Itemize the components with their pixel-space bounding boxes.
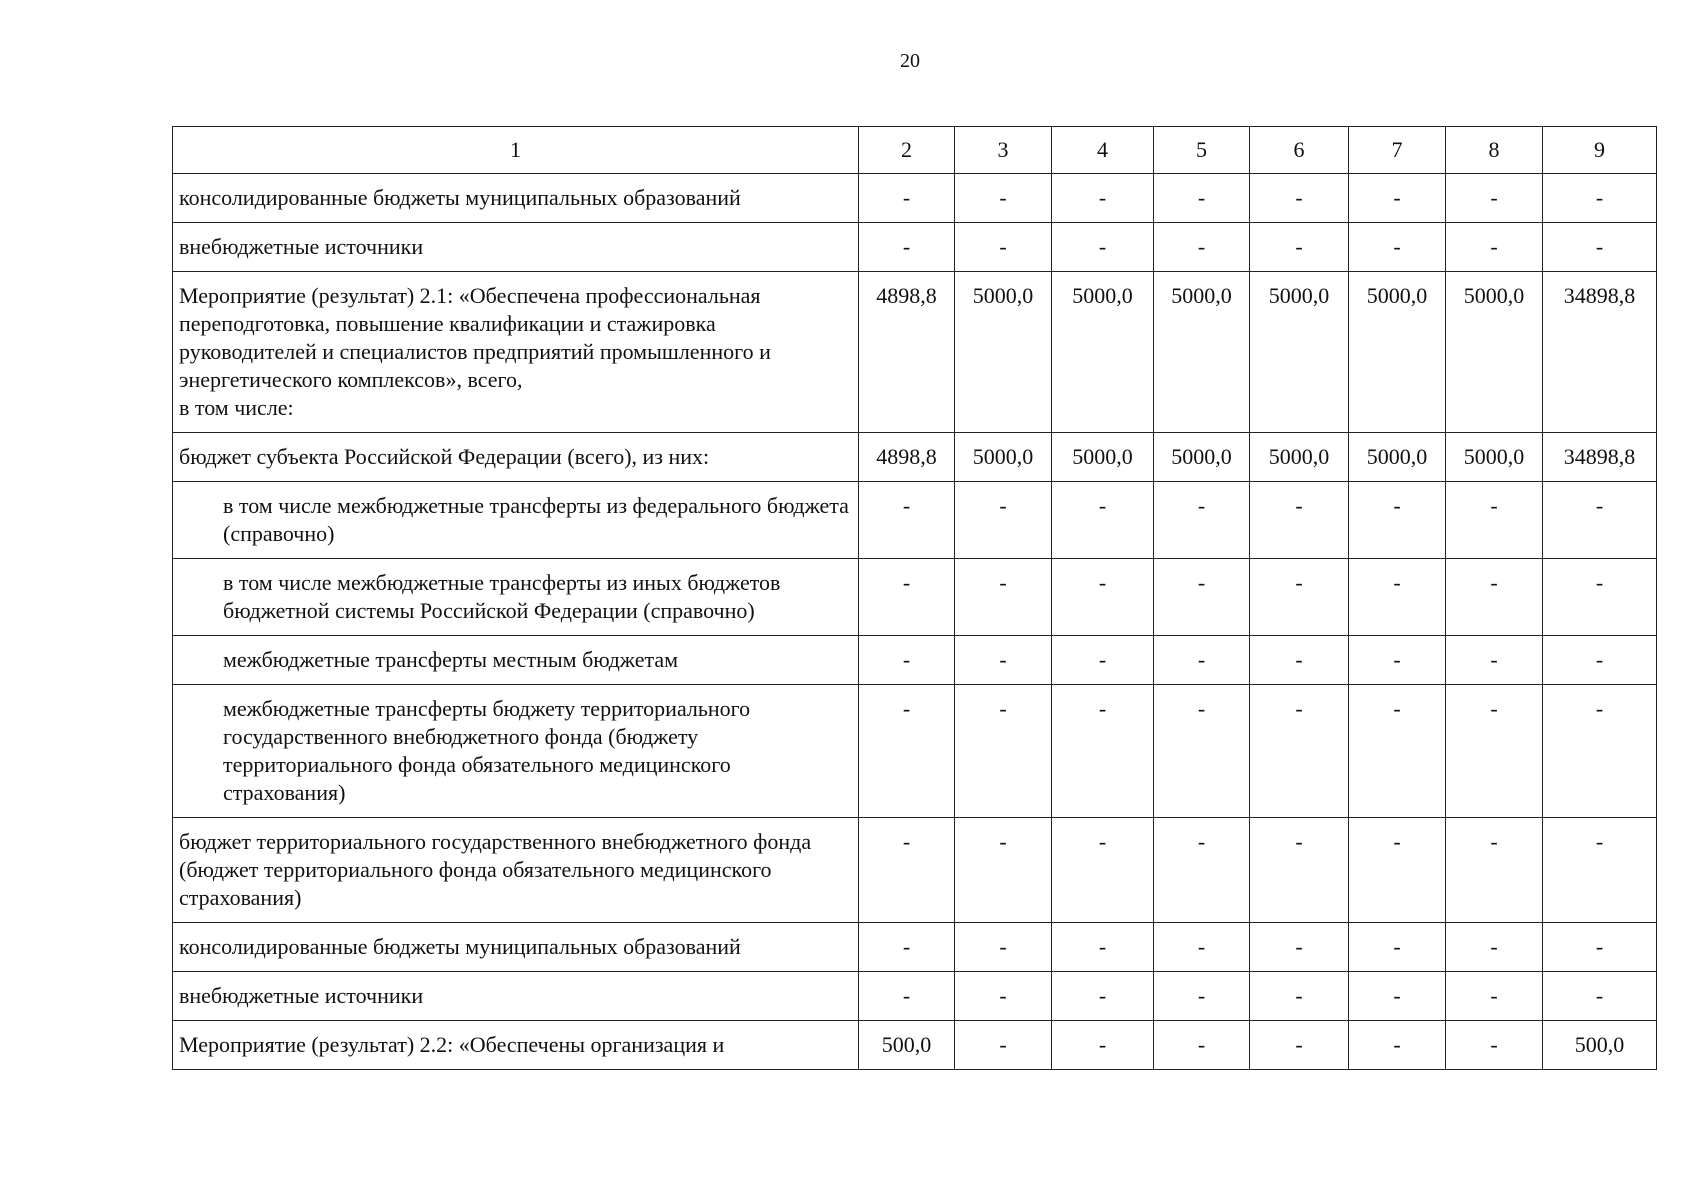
value-cell: -	[859, 923, 955, 972]
column-header-2: 2	[859, 127, 955, 174]
value-cell: 5000,0	[1154, 272, 1250, 433]
table-row	[173, 272, 1657, 433]
value-cell: 34898,8	[1543, 272, 1657, 433]
value-cell: -	[1052, 923, 1154, 972]
value-cell: -	[955, 223, 1052, 272]
value-cell: -	[859, 972, 955, 1021]
value-cell: -	[1349, 223, 1446, 272]
value-cell: -	[1446, 559, 1543, 636]
row-label: консолидированные бюджеты муниципальных образований	[173, 923, 859, 972]
column-header-7: 7	[1349, 127, 1446, 174]
value-cell: -	[859, 685, 955, 818]
value-cell: -	[1052, 559, 1154, 636]
table-row	[173, 482, 1657, 559]
column-header-8: 8	[1446, 127, 1543, 174]
value-cell: 5000,0	[1446, 272, 1543, 433]
value-cell: -	[1250, 972, 1349, 1021]
value-cell: -	[1052, 223, 1154, 272]
value-cell: -	[1052, 482, 1154, 559]
row-label: бюджет субъекта Российской Федерации (всего), из них:	[173, 433, 859, 482]
value-cell: -	[1349, 685, 1446, 818]
value-cell: 34898,8	[1543, 433, 1657, 482]
value-cell: -	[955, 1021, 1052, 1070]
value-cell: -	[1052, 818, 1154, 923]
value-cell: -	[1052, 174, 1154, 223]
row-label: внебюджетные источники	[173, 972, 859, 1021]
value-cell: -	[1250, 1021, 1349, 1070]
value-cell: -	[1543, 636, 1657, 685]
value-cell: -	[955, 685, 1052, 818]
value-cell: 500,0	[859, 1021, 955, 1070]
table-row	[173, 223, 1657, 272]
value-cell: -	[1446, 818, 1543, 923]
value-cell: -	[1154, 972, 1250, 1021]
row-label: межбюджетные трансферты местным бюджетам	[173, 636, 859, 685]
table-row	[173, 559, 1657, 636]
value-cell: -	[1349, 636, 1446, 685]
column-header-3: 3	[955, 127, 1052, 174]
value-cell: 5000,0	[1349, 433, 1446, 482]
column-header-9: 9	[1543, 127, 1657, 174]
column-header-4: 4	[1052, 127, 1154, 174]
value-cell: -	[1543, 174, 1657, 223]
value-cell: -	[1446, 1021, 1543, 1070]
table-header-row	[173, 127, 1657, 174]
value-cell: 5000,0	[1250, 433, 1349, 482]
value-cell: -	[955, 559, 1052, 636]
table-row	[173, 433, 1657, 482]
value-cell: 5000,0	[1250, 272, 1349, 433]
value-cell: 4898,8	[859, 433, 955, 482]
value-cell: -	[1543, 482, 1657, 559]
value-cell: -	[1052, 1021, 1154, 1070]
value-cell: -	[1446, 174, 1543, 223]
value-cell: -	[955, 174, 1052, 223]
value-cell: -	[859, 174, 955, 223]
value-cell: -	[859, 559, 955, 636]
value-cell: -	[1349, 482, 1446, 559]
table-row	[173, 636, 1657, 685]
table-row	[173, 923, 1657, 972]
value-cell: -	[1154, 923, 1250, 972]
value-cell: -	[1446, 685, 1543, 818]
value-cell: 5000,0	[955, 272, 1052, 433]
value-cell: -	[1250, 174, 1349, 223]
value-cell: 5000,0	[955, 433, 1052, 482]
value-cell: -	[1446, 636, 1543, 685]
value-cell: -	[1250, 482, 1349, 559]
table-row	[173, 1021, 1657, 1070]
row-label: в том числе межбюджетные трансферты из иных бюджетов бюджетной системы Российской Федерации (справочно)	[173, 559, 859, 636]
value-cell: 5000,0	[1446, 433, 1543, 482]
value-cell: 5000,0	[1154, 433, 1250, 482]
row-label: консолидированные бюджеты муниципальных образований	[173, 174, 859, 223]
value-cell: 500,0	[1543, 1021, 1657, 1070]
value-cell: -	[1446, 923, 1543, 972]
value-cell: 5000,0	[1052, 433, 1154, 482]
value-cell: -	[1154, 174, 1250, 223]
value-cell: -	[1543, 818, 1657, 923]
value-cell: -	[859, 636, 955, 685]
value-cell: -	[1250, 559, 1349, 636]
value-cell: -	[1543, 559, 1657, 636]
value-cell: -	[1543, 972, 1657, 1021]
value-cell: 4898,8	[859, 272, 955, 433]
value-cell: -	[1250, 818, 1349, 923]
value-cell: -	[1154, 1021, 1250, 1070]
budget-table	[172, 126, 1657, 1070]
table-row	[173, 972, 1657, 1021]
column-header-6: 6	[1250, 127, 1349, 174]
value-cell: -	[1349, 972, 1446, 1021]
value-cell: -	[1543, 223, 1657, 272]
value-cell: -	[1250, 223, 1349, 272]
value-cell: -	[1154, 818, 1250, 923]
row-label: в том числе межбюджетные трансферты из федерального бюджета (справочно)	[173, 482, 859, 559]
row-label: внебюджетные источники	[173, 223, 859, 272]
value-cell: -	[955, 482, 1052, 559]
value-cell: -	[955, 818, 1052, 923]
value-cell: -	[1154, 685, 1250, 818]
value-cell: -	[1446, 482, 1543, 559]
value-cell: -	[1349, 818, 1446, 923]
value-cell: -	[1543, 923, 1657, 972]
value-cell: 5000,0	[1052, 272, 1154, 433]
row-label: Мероприятие (результат) 2.1: «Обеспечена профессиональная переподготовка, повышение квалификации и стажировка руководителей и специалистов предприятий промышленного и энергетического комплексов», всего, в том числе:	[173, 272, 859, 433]
value-cell: -	[1052, 685, 1154, 818]
row-label: Мероприятие (результат) 2.2: «Обеспечены организация и	[173, 1021, 859, 1070]
value-cell: -	[859, 818, 955, 923]
table-row	[173, 174, 1657, 223]
value-cell: -	[1250, 685, 1349, 818]
value-cell: -	[1349, 1021, 1446, 1070]
value-cell: -	[859, 223, 955, 272]
value-cell: -	[1154, 223, 1250, 272]
value-cell: -	[1052, 972, 1154, 1021]
value-cell: 5000,0	[1349, 272, 1446, 433]
value-cell: -	[1543, 685, 1657, 818]
table-body	[173, 174, 1657, 1070]
row-label: межбюджетные трансферты бюджету территориального государственного внебюджетного фонда (бюджету территориального фонда обязательного медицинского страхования)	[173, 685, 859, 818]
value-cell: -	[1349, 923, 1446, 972]
value-cell: -	[1446, 972, 1543, 1021]
column-header-1: 1	[173, 127, 859, 174]
value-cell: -	[1250, 636, 1349, 685]
row-label: бюджет территориального государственного внебюджетного фонда (бюджет территориального фонда обязательного медицинского страхования)	[173, 818, 859, 923]
page-number: 20	[900, 50, 920, 72]
value-cell: -	[1349, 174, 1446, 223]
value-cell: -	[1446, 223, 1543, 272]
value-cell: -	[1154, 482, 1250, 559]
column-header-5: 5	[1154, 127, 1250, 174]
table-row	[173, 818, 1657, 923]
table-row	[173, 685, 1657, 818]
value-cell: -	[955, 972, 1052, 1021]
value-cell: -	[1154, 559, 1250, 636]
value-cell: -	[859, 482, 955, 559]
value-cell: -	[955, 923, 1052, 972]
value-cell: -	[1154, 636, 1250, 685]
value-cell: -	[1349, 559, 1446, 636]
value-cell: -	[1250, 923, 1349, 972]
value-cell: -	[1052, 636, 1154, 685]
value-cell: -	[955, 636, 1052, 685]
